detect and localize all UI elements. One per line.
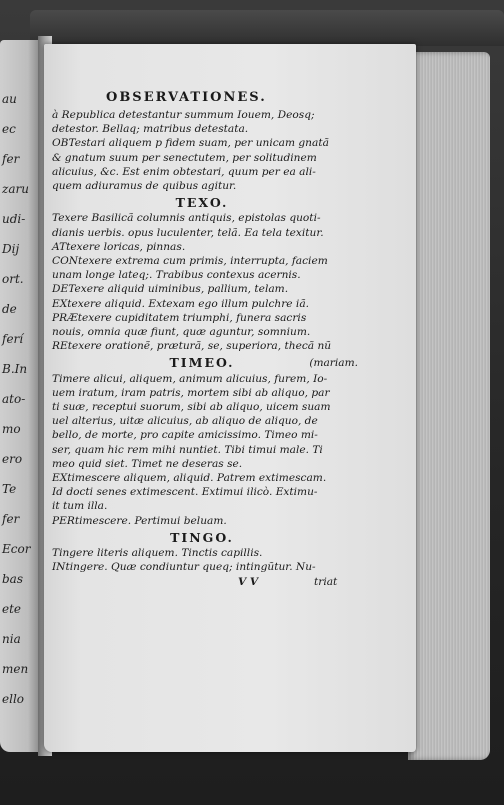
left-page-fragment: ero	[2, 452, 23, 466]
left-page-fragment: udi-	[2, 212, 26, 226]
text-line: it tum illa.	[52, 500, 108, 513]
text-line: EXtexere aliquid. Extexam ego illum pulchre iã.	[52, 297, 310, 310]
text-line: EXtimescere aliquem, aliquid. Patrem extimescam.	[52, 472, 327, 485]
text-line: Texere Basilicã columnis antiquis, epistolas quoti-	[52, 212, 321, 225]
text-line: Timere alicui, aliquem, animum alicuius, furem, Io-	[52, 372, 328, 385]
left-page-fragment: ferí	[2, 332, 24, 346]
text-line: PERtimescere. Pertimui beluam.	[52, 514, 227, 527]
text-line: meo quid siet. Timet ne deseras se.	[52, 457, 243, 470]
left-page-fragment: au	[2, 92, 17, 106]
left-page-fragment: ete	[2, 602, 22, 616]
left-page-fragment: fer	[2, 152, 20, 166]
left-page-fragment: Ecor	[2, 542, 31, 556]
text-line: uem iratum, iram patris, mortem sibi ab aliquo, par	[52, 386, 330, 399]
left-page-fragment: ec	[2, 122, 16, 136]
left-page-fragment: mo	[2, 422, 21, 436]
left-page-fragment: B.In	[2, 362, 28, 376]
section-heading-tingo: TINGO.	[170, 529, 234, 545]
text-line: alicuius, &c. Est enim obtestari, quum per ea ali-	[52, 165, 316, 178]
text-line: OBTestari aliquem p fidem suam, per unicam gnatã	[52, 137, 329, 150]
page-text	[52, 108, 358, 591]
page-block-fore-edge	[408, 52, 490, 760]
text-line: detestor. Bellaq; matribus detestata.	[52, 123, 249, 136]
text-line: ser, quam hic rem mihi nuntiet. Tibi timui male. Ti	[52, 443, 323, 456]
text-line: CONtexere extrema cum primis, interrupta, faciem	[52, 255, 328, 268]
left-page-fragment: Dij	[2, 242, 20, 256]
left-page-edge	[0, 40, 40, 752]
heading-note: (mariam.	[309, 357, 358, 370]
left-page-fragment: nia	[2, 632, 21, 646]
left-page-fragment: zaru	[2, 182, 29, 196]
text-line: nouis, omnia quæ fiunt, quæ aguntur, somnium.	[52, 326, 311, 339]
text-line: INtingere. Quæ condiuntur queq; intingũtur. Nu-	[52, 561, 316, 574]
left-page-fragment: Te	[2, 482, 17, 496]
left-page-fragment: de	[2, 302, 17, 316]
text-line: PRÆtexere cupiditatem triumphi, funera sacris	[52, 311, 307, 324]
text-line: unam longe lateq;. Trabibus contexus acernis.	[52, 269, 301, 282]
text-line: Tingere literis aliquem. Tinctis capillis.	[52, 547, 263, 560]
catchword: triat	[314, 575, 338, 588]
section-heading-timeo	[52, 355, 358, 371]
running-head: OBSERVATIONES.	[106, 90, 267, 105]
section-heading-texo: TEXO.	[175, 195, 229, 211]
book-cover-top	[30, 10, 504, 46]
text-line: ti suæ, receptui suorum, sibi ab aliquo, uicem suam	[52, 401, 331, 414]
text-line: DETexere aliquid uiminibus, pallium, telam.	[52, 283, 289, 296]
text-line: bello, de morte, pro capite amicissimo. Timeo mi-	[52, 429, 318, 442]
text-line: quem adiuramus de quibus agitur.	[52, 180, 237, 193]
left-page-fragment: ello	[2, 692, 25, 706]
signature-mark: V V	[238, 575, 259, 588]
left-page-fragment: ato-	[2, 392, 26, 406]
left-page-fragment: bas	[2, 572, 23, 586]
text-line: dianis uerbis. opus luculenter, telã. Ea tela texitur.	[52, 226, 324, 239]
text-line: ATtexere loricas, pinnas.	[52, 240, 186, 253]
text-line: Id docti senes extimescent. Extimui ilicò. Extimu-	[52, 486, 318, 499]
section-heading-timeo-text: TIMEO.	[169, 355, 235, 371]
footer-line	[52, 575, 352, 591]
left-page-fragment: men	[2, 662, 29, 676]
text-line: uel alterius, uitæ alicuius, ab aliquo de aliquo, de	[52, 415, 318, 428]
left-page-fragment: ort.	[2, 272, 24, 286]
text-line: & gnatum suum per senectutem, per solitudinem	[52, 151, 317, 164]
text-line: REtexere orationẽ, præturã, se, superiora, thecã nũ	[52, 340, 332, 353]
text-line: à Republica detestantur summum Iouem, Deosq;	[52, 109, 315, 121]
left-page-fragment: fer	[2, 512, 20, 526]
